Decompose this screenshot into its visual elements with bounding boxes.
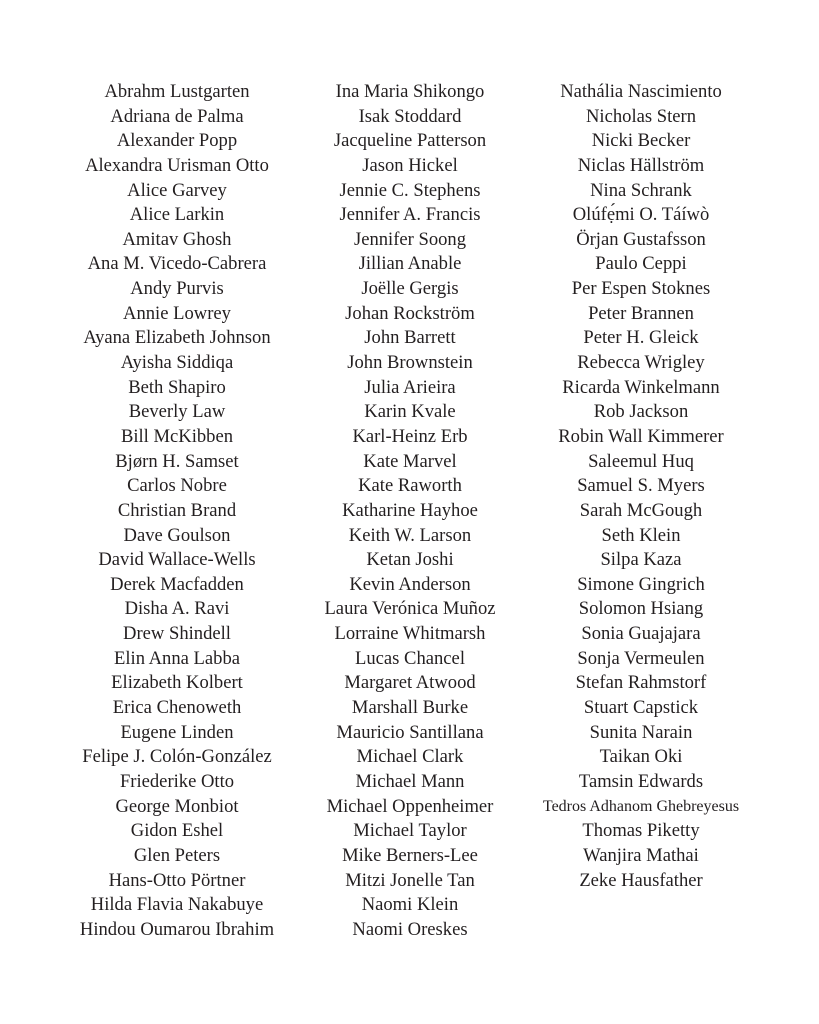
contributor-name: Örjan Gustafsson xyxy=(576,228,706,250)
contributor-name: Peter H. Gleick xyxy=(583,327,699,349)
contributor-name: Michael Taylor xyxy=(353,820,467,842)
contributor-name: Erica Chenoweth xyxy=(112,697,242,719)
names-column-1 xyxy=(42,80,312,942)
contributor-name: Jason Hickel xyxy=(362,154,458,176)
contributor-name: Seth Klein xyxy=(601,524,681,546)
contributor-name: Abrahm Lustgarten xyxy=(104,81,250,102)
contributor-name: Wanjira Mathai xyxy=(583,844,699,866)
contributor-name: Alexandra Urisman Otto xyxy=(85,154,269,176)
contributor-name: Lucas Chancel xyxy=(355,647,465,669)
contributor-name: Kate Marvel xyxy=(363,450,457,472)
contributor-name: Mike Berners-Lee xyxy=(342,844,478,866)
contributor-name: Derek Macfadden xyxy=(110,573,244,595)
contributor-name: Isak Stoddard xyxy=(358,105,462,127)
contributor-name: Katharine Hayhoe xyxy=(342,499,478,521)
contributor-name: Stuart Capstick xyxy=(583,697,699,719)
contributor-name: Beth Shapiro xyxy=(128,376,226,398)
contributor-name: Laura Verónica Muñoz xyxy=(324,598,496,620)
contributor-name: Peter Brannen xyxy=(588,302,694,324)
contributor-name: Niclas Hällström xyxy=(577,154,705,176)
contributor-name: Hilda Flavia Nakabuye xyxy=(90,894,264,916)
contributor-name: Sonia Guajajara xyxy=(581,623,701,645)
contributor-name: Drew Shindell xyxy=(123,623,231,645)
contributor-name: Naomi Klein xyxy=(361,894,459,916)
contributor-name: Julia Arieira xyxy=(364,376,456,398)
contributor-name: Bill McKibben xyxy=(120,425,234,447)
contributor-name: Mitzi Jonelle Tan xyxy=(345,869,475,891)
contributor-name: Tedros Adhanom Ghebreyesus xyxy=(542,797,740,815)
contributor-name: Thomas Piketty xyxy=(582,820,700,842)
contributor-name: Joëlle Gergis xyxy=(361,278,459,300)
contributor-name: Hindou Oumarou Ibrahim xyxy=(79,918,275,940)
contributor-name: Jacqueline Patterson xyxy=(333,130,487,152)
contributor-name: Stefan Rahmstorf xyxy=(575,672,707,694)
contributor-name: Ana M. Vicedo-Cabrera xyxy=(87,253,267,275)
contributor-name: Kevin Anderson xyxy=(349,573,471,595)
contributor-name: Ketan Joshi xyxy=(366,549,454,571)
contributor-name: Nicholas Stern xyxy=(586,105,696,127)
contributor-name: Mauricio Santillana xyxy=(336,721,484,743)
contributor-name: Dave Goulson xyxy=(123,524,231,546)
contributor-name: Karl-Heinz Erb xyxy=(352,425,468,447)
contributor-name: David Wallace-Wells xyxy=(98,549,256,571)
contributor-name: Lorraine Whitmarsh xyxy=(334,623,486,645)
contributor-name: Gidon Eshel xyxy=(130,820,224,842)
contributor-name: Sarah McGough xyxy=(579,499,703,521)
contributor-name: Jillian Anable xyxy=(358,253,462,275)
contributor-name: Ina Maria Shikongo xyxy=(335,81,485,102)
contributor-name: Andy Purvis xyxy=(130,278,224,300)
contributor-name: John Brownstein xyxy=(347,352,473,374)
contributor-name: Alexander Popp xyxy=(116,130,238,152)
contributor-name: Ricarda Winkelmann xyxy=(562,376,720,398)
contributor-name: Hans-Otto Pörtner xyxy=(108,869,246,891)
contributor-name: Marshall Burke xyxy=(351,697,469,719)
contributor-name: Nathália Nascimiento xyxy=(560,81,722,102)
contributor-name: Kate Raworth xyxy=(358,475,462,497)
contributor-name: Jennifer A. Francis xyxy=(339,204,481,226)
contributor-name: Jennie C. Stephens xyxy=(339,179,481,201)
contributor-name: Paulo Ceppi xyxy=(595,253,687,275)
contributor-name: Johan Rockström xyxy=(345,302,475,324)
contributor-name: Bjørn H. Samset xyxy=(115,450,239,472)
contributor-name: Elizabeth Kolbert xyxy=(111,672,243,694)
contributor-name: Ayisha Siddiqa xyxy=(120,352,234,374)
contributor-name: Michael Mann xyxy=(355,770,465,792)
contributor-name: Amitav Ghosh xyxy=(122,228,232,250)
contributor-name: Per Espen Stoknes xyxy=(571,278,711,300)
contributor-name: Rob Jackson xyxy=(593,401,689,423)
contributor-name: Adriana de Palma xyxy=(110,105,244,127)
contributor-name: Friederike Otto xyxy=(119,770,235,792)
contributor-name: Saleemul Huq xyxy=(588,450,694,472)
contributor-name: Beverly Law xyxy=(128,401,226,423)
contributor-name: Olúfẹ́mi O. Táíwò xyxy=(572,204,710,226)
contributor-name: Elin Anna Labba xyxy=(114,647,240,669)
contributor-name: Nicki Becker xyxy=(591,130,691,152)
contributor-name: Tamsin Edwards xyxy=(578,770,704,792)
contributor-name: Alice Larkin xyxy=(129,204,225,226)
contributor-name: Solomon Hsiang xyxy=(578,598,704,620)
contributor-name: Christian Brand xyxy=(117,499,237,521)
contributor-name: Glen Peters xyxy=(133,844,221,866)
contributor-name: Simone Gingrich xyxy=(577,573,705,595)
contributor-name: Annie Lowrey xyxy=(123,302,231,324)
contributor-name: Margaret Atwood xyxy=(344,672,476,694)
contributor-name: George Monbiot xyxy=(115,795,239,817)
names-column-3 xyxy=(506,80,776,893)
contributor-name: Carlos Nobre xyxy=(127,475,227,497)
contributor-name: Silpa Kaza xyxy=(600,549,682,571)
contributor-name: Keith W. Larson xyxy=(348,524,472,546)
contributor-name: Karin Kvale xyxy=(364,401,456,423)
contributor-name: Robin Wall Kimmerer xyxy=(558,425,724,447)
contributor-name: Disha A. Ravi xyxy=(124,598,230,620)
contributor-name: Eugene Linden xyxy=(120,721,234,743)
contributor-name: Samuel S. Myers xyxy=(577,475,705,497)
names-column-2 xyxy=(275,80,545,942)
contributor-name: John Barrett xyxy=(364,327,456,349)
contributor-name: Alice Garvey xyxy=(127,179,227,201)
contributor-name: Nina Schrank xyxy=(590,179,692,201)
contributor-name: Zeke Hausfather xyxy=(579,869,703,891)
contributor-name: Michael Oppenheimer xyxy=(326,795,494,817)
contributor-name: Sonja Vermeulen xyxy=(577,647,705,669)
contributor-name: Jennifer Soong xyxy=(353,228,467,250)
contributor-name: Sunita Narain xyxy=(589,721,693,743)
contributor-name: Taikan Oki xyxy=(599,746,683,768)
contributor-name: Rebecca Wrigley xyxy=(577,352,705,374)
contributor-name: Michael Clark xyxy=(356,746,464,768)
contributor-name: Ayana Elizabeth Johnson xyxy=(83,327,271,349)
contributor-name: Felipe J. Colón-González xyxy=(82,746,272,768)
contributor-name: Naomi Oreskes xyxy=(352,918,468,940)
